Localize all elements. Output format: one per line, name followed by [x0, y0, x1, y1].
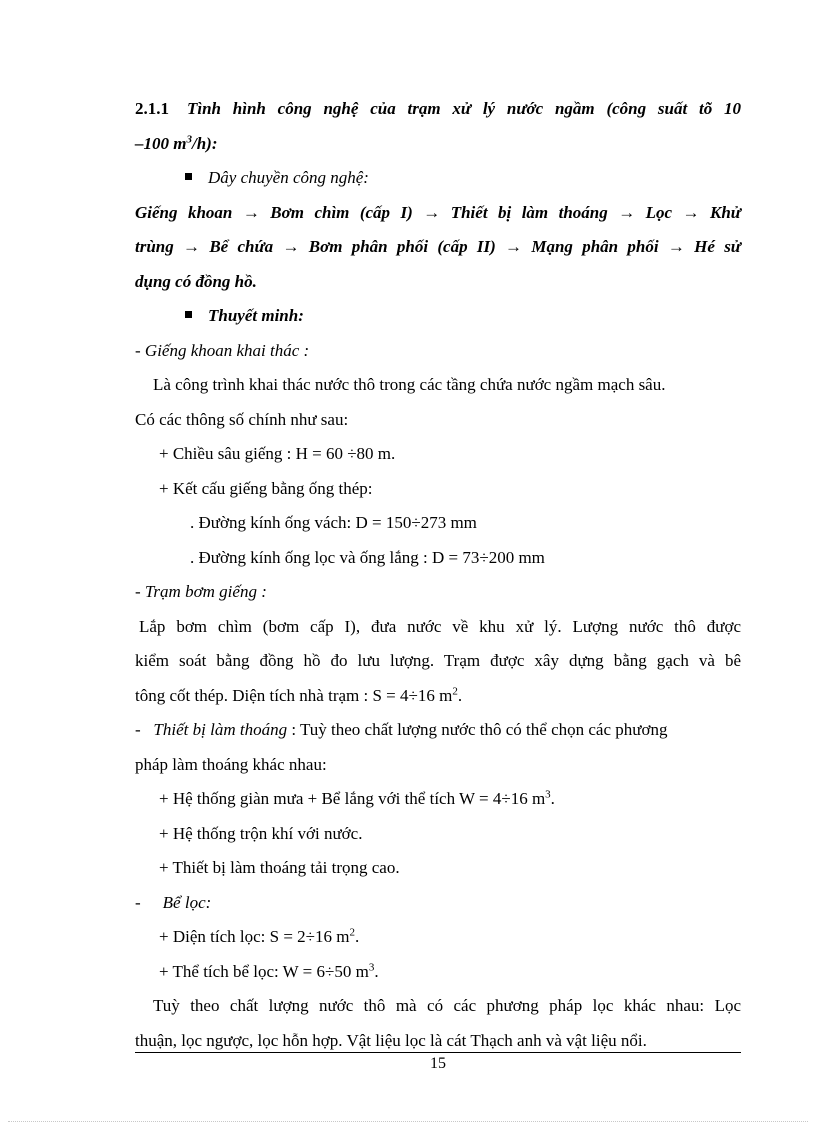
section-heading [135, 92, 741, 127]
pump-station-heading: - Trạm bơm giếng : [135, 582, 267, 601]
pump-station-line2: kiểm soát bằng đồng hồ đo lưu lượng. Trạm được xây dựng bằng gạch và bê [135, 651, 741, 670]
filter-para-line2: thuận, lọc ngược, lọc hỗn hợp. Vật liệu lọc là cát Thạch anh và vật liệu nổi. [135, 1030, 647, 1050]
aeration-item2: + Hệ thống trộn khí với nước. [159, 823, 363, 843]
process-flow-line3: dụng có đồng hồ. [135, 271, 257, 291]
filter-area: + Diện tích lọc: S = 2÷16 $m^2$. [159, 926, 360, 946]
filter-heading-line: - Bể lọc: [135, 892, 212, 912]
square-bullet-icon [185, 311, 192, 318]
wells-depth: + Chiều sâu giếng : H = 60 ÷80 m. [159, 444, 396, 463]
wells-structure: + Kết cấu giếng bằng ống thép: [159, 478, 373, 498]
wells-para-line2: Có các thông số chính như sau: [135, 409, 349, 429]
pump-station-line3: tông cốt thép. Diện tích nhà trạm : S = 4÷16 $m^2$. [135, 684, 463, 705]
wells-para-line1: Là công trình khai thác nước thô trong các tầng chứa nước ngầm mạch sâu. [153, 375, 666, 394]
section-title-line2: –100 $m^3/h$): [135, 132, 218, 153]
filter-volume: + Thể tích bể lọc: W = 6÷50 $m^3$. [159, 960, 379, 981]
footer-rule [135, 1052, 741, 1053]
square-bullet-icon [185, 173, 192, 180]
wells-casing: . Đường kính ống vách: D = 150÷273 mm [190, 513, 477, 532]
page-border-dotted [8, 1121, 808, 1122]
wells-filter-pipe: . Đường kính ống lọc và ống lắng : D = 73÷200 mm [190, 547, 545, 567]
filter-para-line1: Tuỳ theo chất lượng nước thô mà có các phương pháp lọc khác nhau: Lọc [153, 996, 741, 1015]
aeration-item3: + Thiết bị làm thoáng tải trọng cao. [159, 858, 400, 877]
filter-heading: Bể lọc: [162, 892, 212, 912]
aeration-item1: + Hệ thống giàn mưa + Bể lắng với thể tích W = 4÷16 $m^3$. [159, 788, 555, 808]
bullet-process: Dây chuyền công nghệ: [135, 161, 741, 196]
page-body [135, 92, 741, 1058]
aeration-line1: - Thiết bị làm thoáng : Tuỳ theo chất lượng nước thô có thể chọn các phương [135, 720, 668, 739]
pump-station-line1: Lắp bơm chìm (bơm cấp I), đưa nước về khu xử lý. Lượng nước thô được [139, 616, 741, 636]
aeration-line2: pháp làm thoáng khác nhau: [135, 754, 327, 774]
section-number: 2.1.1 [135, 99, 169, 118]
aeration-heading: Thiết bị làm thoáng [153, 720, 288, 739]
section-title-line1: Tình hình công nghệ của trạm xử lý nước ngầm (công suất tõ 10 [187, 99, 741, 118]
bullet-explain: Thuyết minh: [135, 299, 741, 334]
wells-heading: - Giếng khoan khai thác : [135, 340, 310, 360]
process-flow-line2: trùng → Bể chứa → Bơm phân phối (cấp II) → Mạng phân phối → Hé sử [135, 237, 741, 256]
page-number: 15 [430, 1055, 446, 1072]
process-flow-line1: Giếng khoan → Bơm chìm (cấp I) → Thiết bị làm thoáng → Lọc → Khử [135, 202, 741, 222]
